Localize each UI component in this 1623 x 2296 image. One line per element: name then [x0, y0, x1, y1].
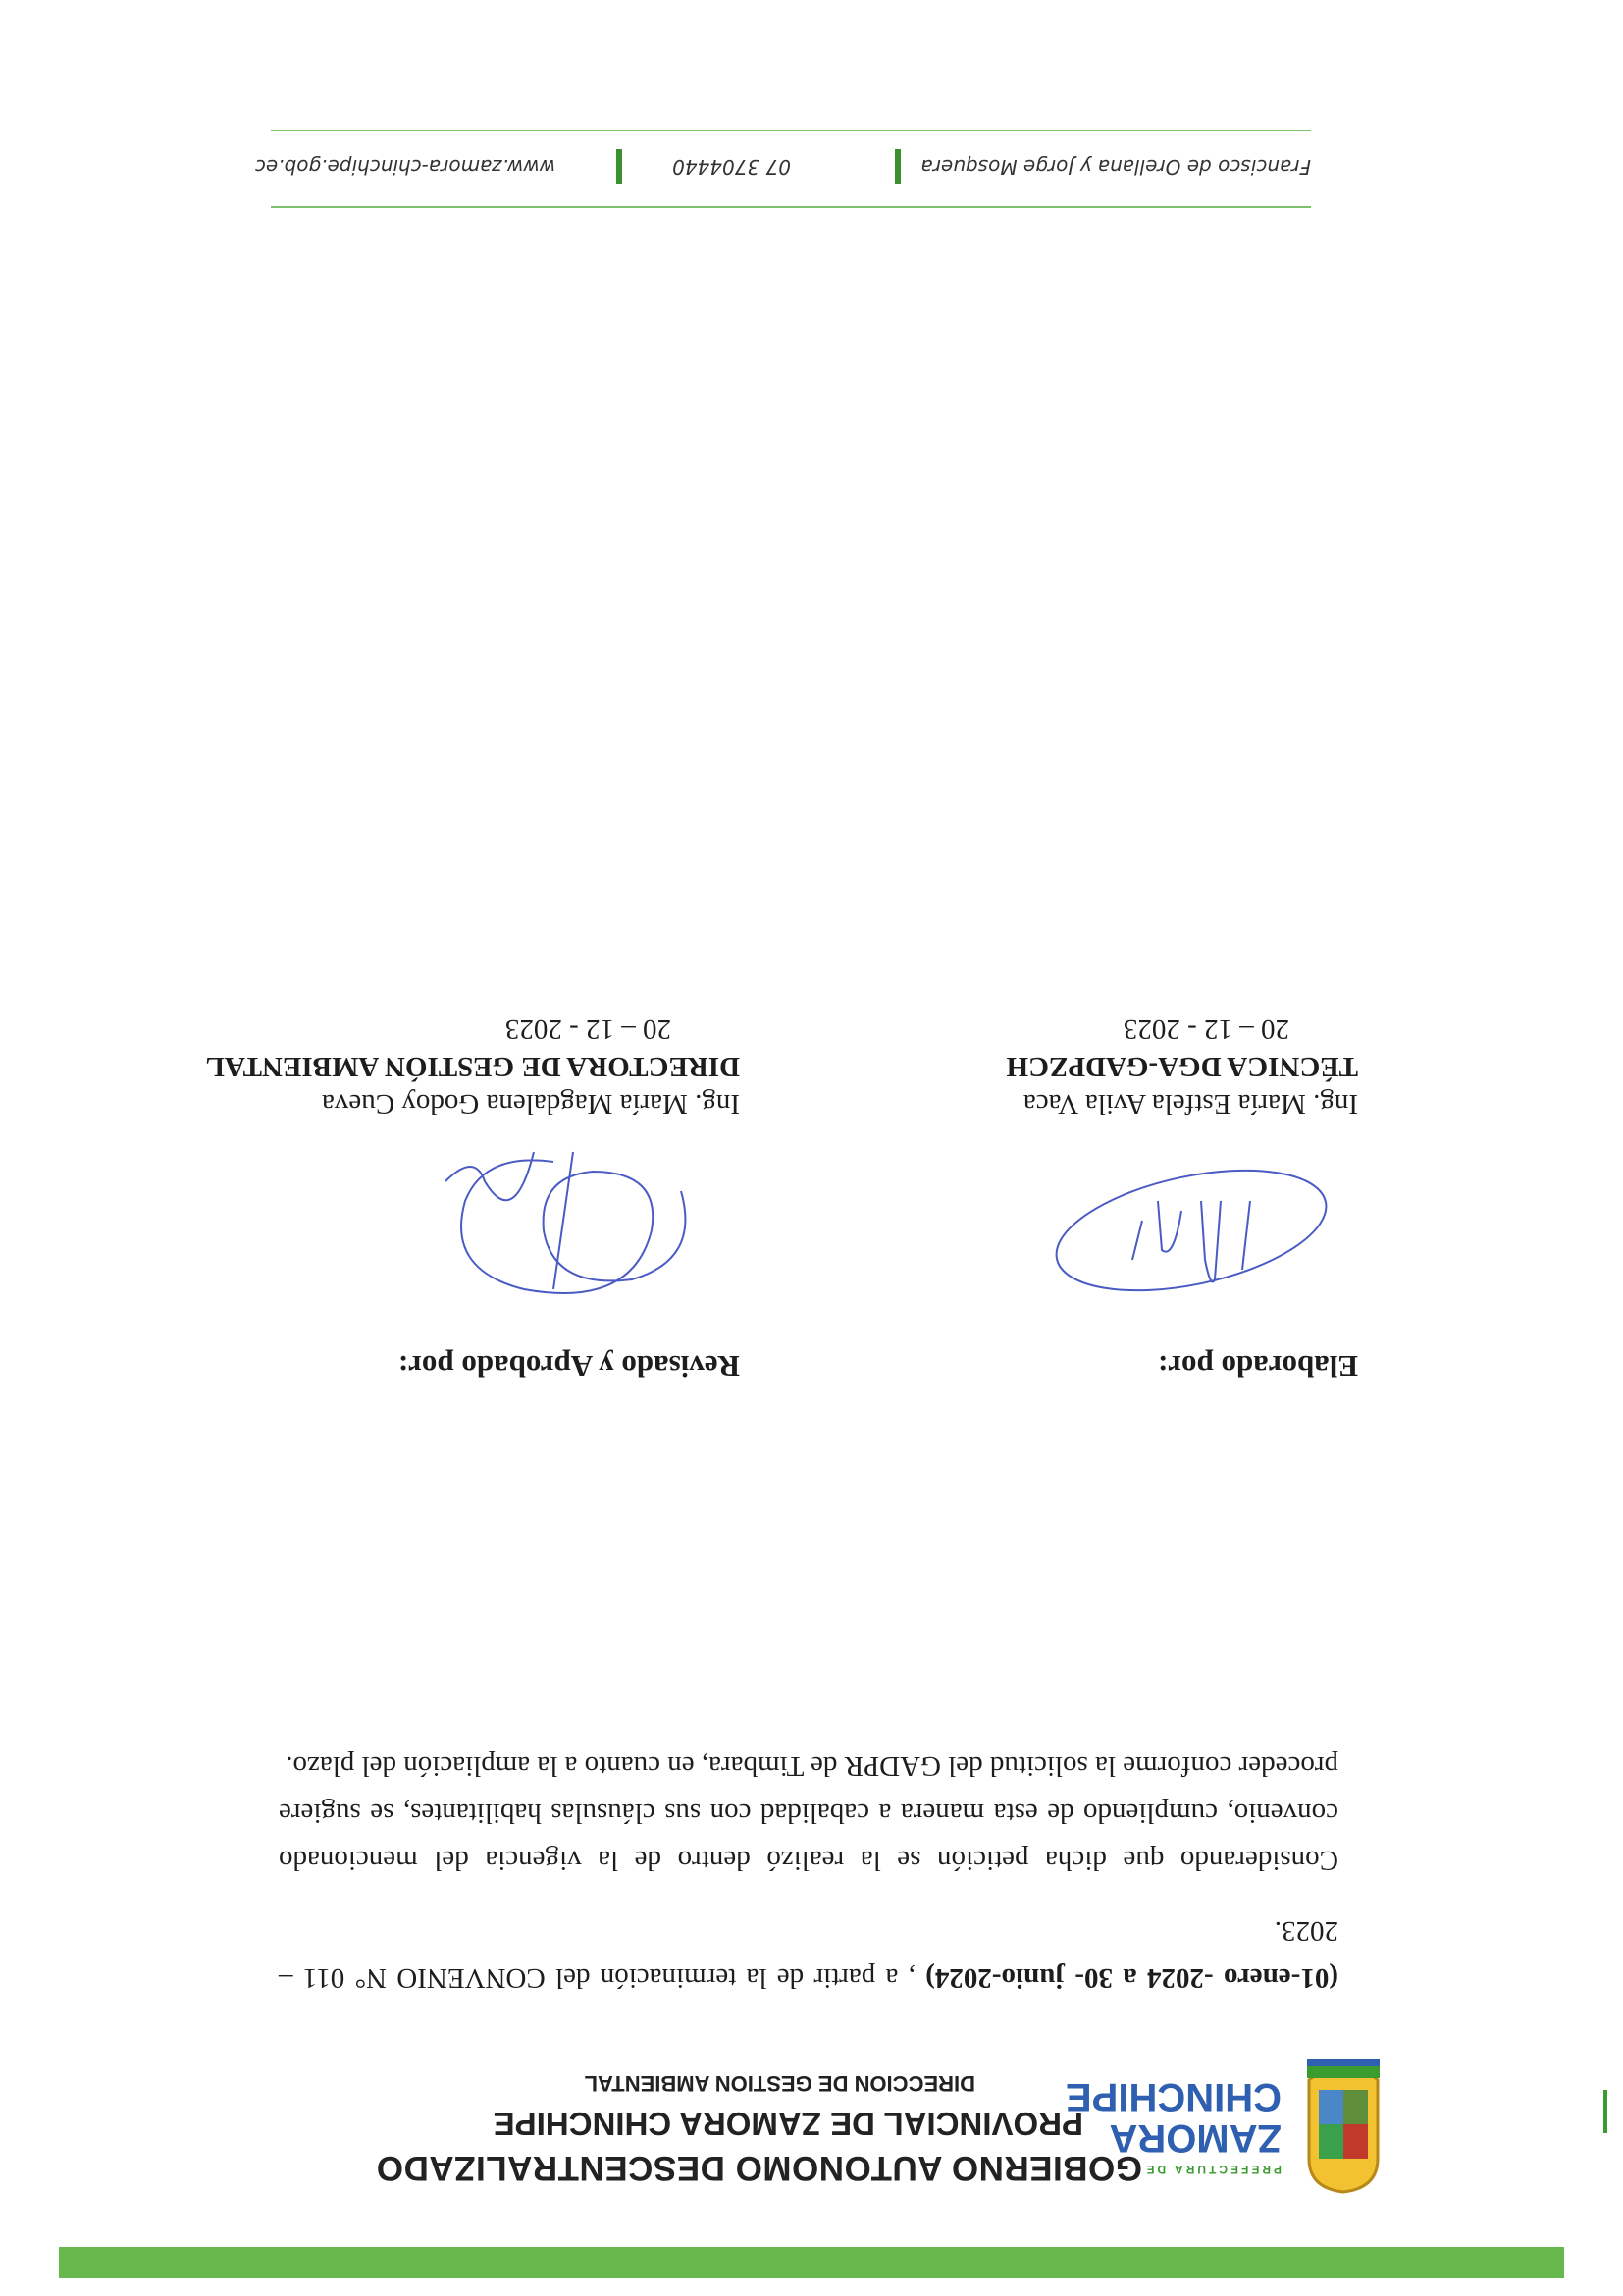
signature-date: 20 – 12 - 2023: [1123, 1014, 1289, 1045]
handwritten-signature-icon: [1044, 1122, 1358, 1348]
footer-address: Francisco de Orellana y Jorge Mosquera: [920, 155, 1311, 179]
letterhead: [24, 2011, 1397, 2198]
body-text: [279, 1743, 1338, 2002]
signature-date: 20 – 12 - 2023: [504, 1014, 671, 1045]
signature-label: Elaborado por:: [1157, 1349, 1358, 1383]
footer-top-rule: [271, 206, 1311, 208]
signer-title: DIRECTORA DE GESTIÓN AMBIENTAL: [205, 1051, 740, 1082]
date-range: (01-enero -2024 a 30- junio-2024): [925, 1962, 1338, 1994]
logo-zamora: ZAMORA: [1109, 2116, 1282, 2160]
signature-label: Revisado y Aprobado por:: [397, 1349, 740, 1383]
logo-small-text: PREFECTURA DE: [1143, 2163, 1282, 2176]
paragraph-1: [279, 1907, 1338, 2002]
footer-phone: 07 3704440: [672, 155, 791, 179]
header-line-2: PROVINCIAL DE ZAMORA CHINCHIPE: [493, 2106, 1083, 2142]
signer-title: TÉCNICA DGA-GADPZCH: [1006, 1051, 1358, 1082]
signer-name: Ing. María Estfela Avila Vaca: [1022, 1088, 1358, 1120]
footer-separator: [616, 149, 622, 184]
footer-separator: [895, 149, 901, 184]
signature-block-revisado: [190, 1011, 740, 1383]
footer: [254, 147, 1311, 186]
margin-mark: [1603, 2090, 1607, 2133]
header-line-1: GOBIERNO AUTONOMO DESCENTRALIZADO: [376, 2149, 1142, 2187]
footer-website: www.zamora-chinchipe.gob.ec: [254, 155, 555, 179]
paragraph-2: Considerando que dicha petición se la realizó dentro de la vigencia del mencionado convenio, cumpliendo de esta manera a cabalidad con sus cláusulas habilitantes, se sugiere proceder conforme la solicitud del GADPR de Timbara, en cuanto a la ampliación del plazo.: [279, 1750, 1338, 1876]
signature-image: [190, 1122, 740, 1348]
paragraph-1-rest: , a partir de la terminación del CONVENIO N° 011 – 2023.: [278, 1915, 1338, 1994]
signer-name: Ing. María Magdalena Godoy Cueva: [321, 1088, 740, 1120]
header-line-3: DIRECCION DE GESTION AMBIENTAL: [584, 2071, 975, 2096]
handwritten-signature-icon: [387, 1122, 740, 1348]
signature-image: [809, 1122, 1358, 1348]
logo-chinchipe: CHINCHIPE: [1065, 2075, 1282, 2118]
footer-bottom-rule: [271, 130, 1311, 131]
header-green-bar: [59, 2247, 1564, 2278]
signature-block-elaborado: [809, 1011, 1358, 1383]
